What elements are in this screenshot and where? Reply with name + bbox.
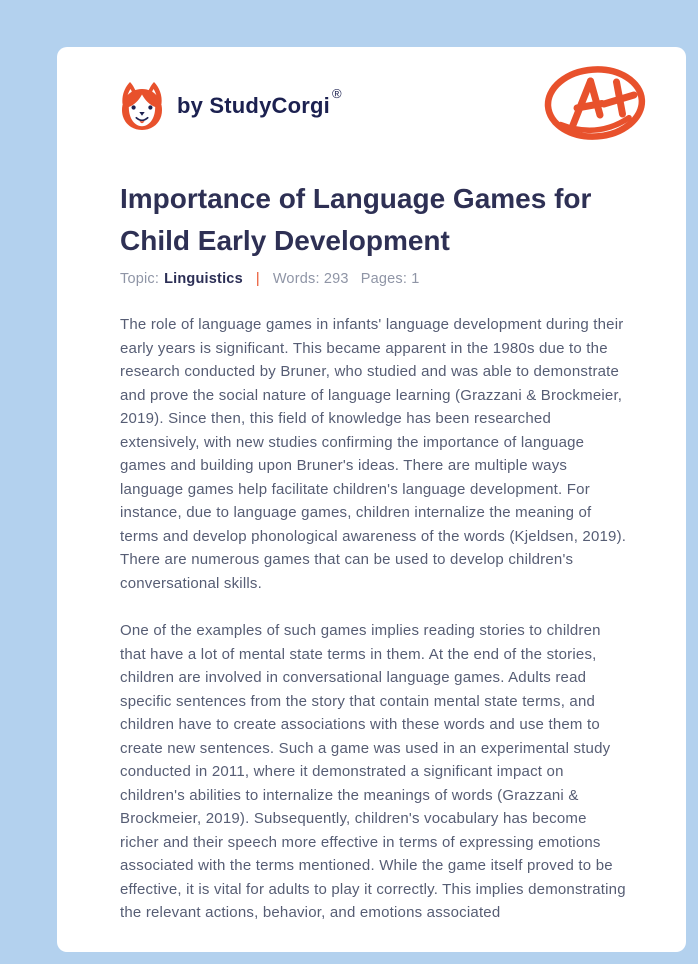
document-card	[57, 47, 686, 952]
registered-trademark: ®	[331, 85, 342, 101]
topic-link[interactable]: Linguistics	[164, 271, 243, 287]
pages-count: Pages: 1	[360, 271, 420, 287]
studycorgi-logo[interactable]	[120, 81, 340, 131]
words-count: Words: 293	[272, 271, 349, 287]
paragraph-1: The role of language games in infants' language development during their early years is significant. This became apparent in the 1980s due to the research conducted by Bruner, who studied and was able to demonstrate and prove the social nature of language learning (Grazzani & Brockmeier, 2019). Since then, this field of knowledge has been researched extensively, with new studies confirming the importance of language games and building upon Bruner's ideas. There are multiple ways language games help facilitate children's language development. For instance, due to language games, children internalize the meaning of terms and develop phonological awareness of the words (Kjeldsen, 2019). There are numerous games that can be used to develop children's conversational skills.	[120, 316, 627, 592]
page-title: Importance of Language Games for Child Early Development	[120, 183, 592, 256]
meta-divider: |	[255, 271, 260, 287]
brand-name: by StudyCorgi	[177, 93, 330, 118]
brand-text	[177, 85, 342, 119]
paragraph-2: One of the examples of such games implies reading stories to children that have a lot of mental state terms in them. At the end of the stories, children are involved in conversational language games. Adults read specific sentences from the story that contain mental state terms, and children have to create associations with these words and use them to create new sentences. Such a game was used in an experimental study conducted in 2011, where it demonstrated a significant impact on children's abilities to internalize the meanings of words (Grazzani & Brockmeier, 2019). Subsequently, children's vocabulary has become richer and their speech more effective in terms of expressing emotions associated with the terms mentioned. While the game itself proved to be effective, it is vital for adults to play it correctly. This implies demonstrating the relevant actions, behavior, and emotions associated	[120, 622, 626, 921]
meta-row	[120, 271, 629, 287]
header	[120, 62, 629, 150]
essay-body	[120, 313, 629, 925]
topic-label: Topic:	[120, 271, 160, 287]
corgi-head-icon	[120, 81, 164, 131]
a-plus-circle-icon	[543, 64, 647, 144]
